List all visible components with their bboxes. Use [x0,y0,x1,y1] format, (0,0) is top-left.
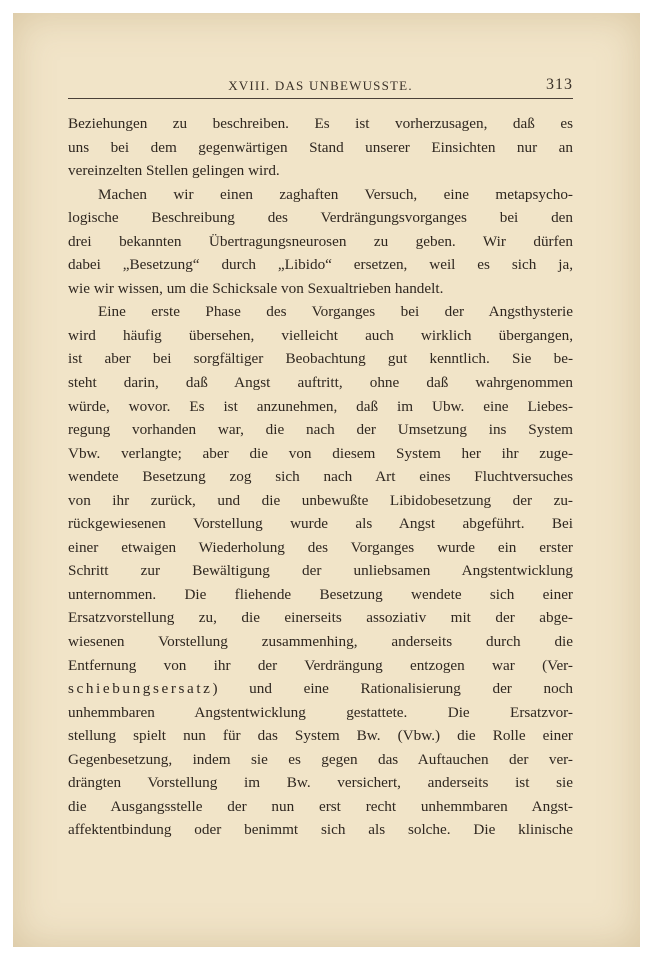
text-line: Gegenbesetzung, indem sie es gegen das Auftauchen der ver- [68,750,573,768]
text-line: drei bekannten Übertragungsneurosen zu geben. Wir dürfen [68,232,573,250]
text-line: würde, wovor. Es ist anzunehmen, daß im Ubw. eine Liebes- [68,397,573,415]
text-line: wird häufig übersehen, vielleicht auch wirklich übergangen, [68,326,573,344]
text-line: rückgewiesenen Vorstellung wurde als Angst abgeführt. Bei [68,515,573,533]
text-line: von ihr zurück, und die unbewußte Libidobesetzung der zu- [68,491,573,509]
text-line: Eine erste Phase des Vorganges bei der Angsthysterie [98,303,573,321]
text-line: ist aber bei sorgfältiger Beobachtung gut kenntlich. Sie be- [68,350,573,368]
text-line: wiesenen Vorstellung zusammenhing, anderseits durch die [68,633,573,651]
text-line: uns bei dem gegenwärtigen Stand unserer Einsichten nur an [68,138,573,156]
text-line: Machen wir einen zaghaften Versuch, eine metapsycho- [98,185,573,203]
text-line: steht darin, daß Angst auftritt, ohne daß wahrgenommen [68,374,573,392]
page-header [68,76,573,98]
running-title: XVIII. DAS UNBEWUSSTE. [228,78,413,93]
header-rule [68,98,573,99]
text-line: affektentbindung oder benimmt sich als solche. Die klinische [68,821,573,839]
text-line: Entfernung von ihr der Verdrängung entzogen war (Ver- [68,656,573,674]
text-line: unhemmbaren Angstentwicklung gestattete. Die Ersatzvor- [68,703,573,721]
text-line: Vbw. verlangte; aber die von diesem System her ihr zuge- [68,444,573,462]
text-line: dabei „Besetzung“ durch „Libido“ ersetzen, weil es sich ja, [68,256,573,274]
text-line: wie wir wissen, um die Schicksale von Sexualtrieben handelt. [68,279,444,297]
page-number: 313 [546,76,573,93]
text-line: schiebungsersatz) und eine Rationalisierung der noch [68,680,573,698]
text-line: Beziehungen zu beschreiben. Es ist vorherzusagen, daß es [68,115,573,132]
text-line: Ersatzvorstellung zu, die einerseits assoziativ mit der abge- [68,609,573,627]
text-line: Schritt zur Bewältigung der unliebsamen Angstentwicklung [68,562,573,580]
text-line: regung vorhanden war, die nach der Umsetzung ins System [68,421,573,439]
text-line: die Ausgangsstelle der nun erst recht unhemmbaren Angst- [68,797,573,815]
text-line: vereinzelten Stellen gelingen wird. [68,162,280,180]
text-line: einer etwaigen Wiederholung des Vorganges wurde ein erster [68,538,573,556]
text-line: drängten Vorstellung im Bw. versichert, anderseits ist sie [68,774,573,792]
spaced-term: schiebungsersatz [68,680,213,698]
text-line: logische Beschreibung des Verdrängungsvorganges bei den [68,209,573,227]
text-line: unternommen. Die fliehende Besetzung wendete sich einer [68,585,573,603]
text-line: stellung spielt nun für das System Bw. (Vbw.) die Rolle einer [68,727,573,745]
text-line: wendete Besetzung zog sich nach Art eines Fluchtversuches [68,468,573,486]
body-text [68,112,573,842]
